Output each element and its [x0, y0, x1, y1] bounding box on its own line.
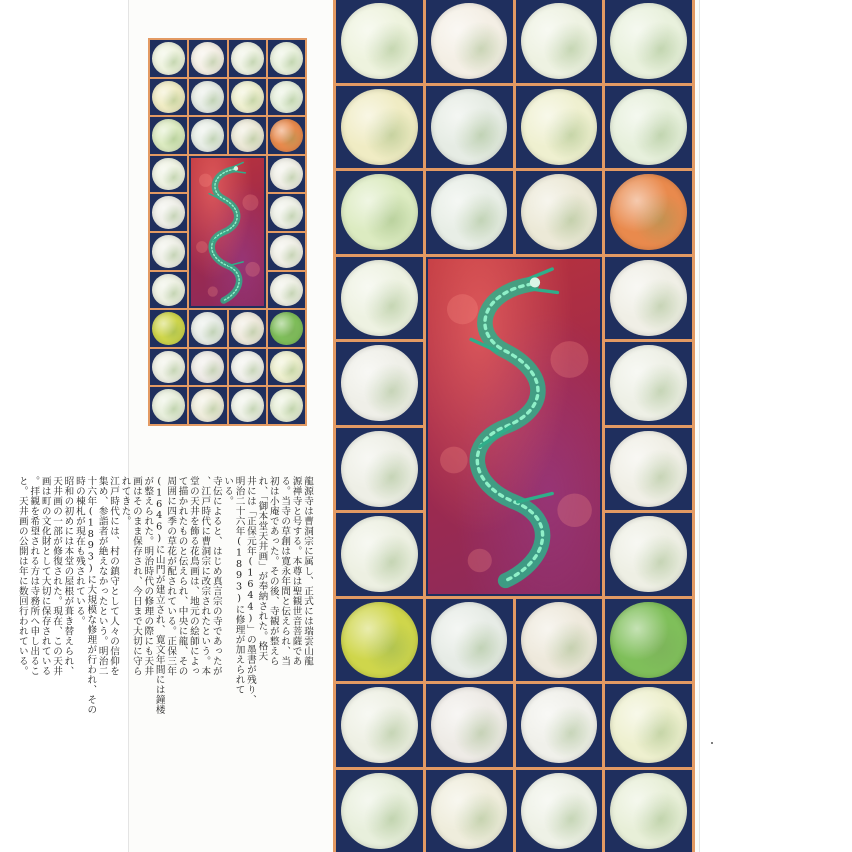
flower-roundel — [431, 687, 507, 763]
text-column: と。天井画の公開は年に数回行われている。 — [16, 476, 28, 676]
ceiling-panel-small — [150, 117, 187, 154]
flower-roundel — [431, 89, 507, 165]
ceiling-panel-large — [605, 684, 692, 767]
ceiling-panel-large — [516, 171, 603, 254]
flower-roundel — [152, 81, 185, 114]
ceiling-panel-small — [150, 194, 187, 231]
ceiling-panel-large — [605, 257, 692, 340]
ceiling-panel-large — [605, 513, 692, 596]
ceiling-panel-large — [336, 86, 423, 169]
flower-roundel — [521, 687, 597, 763]
text-column: 周囲に四季の草花が配されている。正保三年 — [165, 476, 177, 676]
flower-roundel — [152, 158, 185, 191]
text-column: 源禅寺と号する。本尊は聖観世音菩薩であ — [290, 476, 302, 666]
text-column: 。拝観を希望される方は寺務所へ申し出るこ — [28, 476, 40, 676]
dragon-painting-large — [426, 257, 603, 596]
ceiling-panel-large — [516, 684, 603, 767]
speck — [711, 742, 713, 744]
ceiling-panel-large — [426, 86, 513, 169]
flower-roundel — [610, 516, 686, 592]
flower-roundel — [431, 602, 507, 678]
ceiling-panel-small — [189, 310, 226, 347]
ceiling-panel-small — [150, 156, 187, 193]
ceiling-panel-small — [229, 349, 266, 386]
ceiling-panel-small — [268, 272, 305, 309]
ceiling-panel-large — [516, 770, 603, 852]
flower-roundel — [341, 3, 417, 79]
flower-roundel — [610, 345, 686, 421]
ceiling-panel-small — [150, 310, 187, 347]
ceiling-panel-large — [605, 342, 692, 425]
flower-roundel — [610, 260, 686, 336]
flower-roundel — [152, 351, 185, 384]
text-column: 堂の天井を飾る花鳥画は、地元の絵師によっ — [187, 476, 199, 676]
flower-roundel — [270, 196, 303, 229]
flower-roundel — [270, 42, 303, 75]
ceiling-panel-large — [336, 0, 423, 83]
ceiling-panel-large — [426, 0, 513, 83]
flower-roundel — [152, 235, 185, 268]
flower-roundel — [341, 260, 417, 336]
flower-roundel — [270, 274, 303, 307]
flower-roundel — [521, 3, 597, 79]
text-column: 十六年(1893)に大規模な修理が行われ、その — [85, 476, 97, 715]
text-column: 画はそのまま保存され、今日まで大切に守ら — [130, 476, 142, 676]
text-column: る。当寺の草創は寛永年間と伝えられ、当 — [279, 476, 291, 666]
ceiling-panel-small — [189, 387, 226, 424]
vertical-text-columns — [16, 476, 312, 852]
flower-roundel — [610, 431, 686, 507]
ceiling-panel-small — [268, 387, 305, 424]
ceiling-panel-large — [336, 684, 423, 767]
flower-roundel — [521, 89, 597, 165]
ceiling-panel-large — [336, 599, 423, 682]
ceiling-panel-small — [268, 233, 305, 270]
ceiling-panel-small — [268, 310, 305, 347]
ceiling-panel-large — [336, 171, 423, 254]
text-column: 画は町の文化財として大切に保存されている — [39, 476, 51, 676]
ceiling-panel-small — [150, 349, 187, 386]
ceiling-panel-small — [268, 40, 305, 77]
text-column: 、江戸時代に曹洞宗に改宗されたという。本 — [199, 476, 211, 676]
ceiling-painting-large — [333, 0, 695, 852]
ceiling-panel-small — [189, 40, 226, 77]
ceiling-panel-large — [605, 428, 692, 511]
text-column: 寺伝によると、はじめ真言宗の寺であったが — [210, 476, 222, 676]
flower-roundel — [152, 312, 185, 345]
flower-roundel — [191, 312, 224, 345]
flower-roundel — [191, 119, 224, 152]
text-column: 明治二十六年(1893)に修理が加えられて — [233, 476, 245, 695]
flower-roundel — [152, 389, 185, 422]
ceiling-panel-small — [268, 117, 305, 154]
flower-roundel — [191, 81, 224, 114]
flower-roundel — [152, 42, 185, 75]
flower-roundel — [270, 351, 303, 384]
flower-roundel — [270, 389, 303, 422]
ceiling-panel-large — [605, 770, 692, 852]
flower-roundel — [191, 42, 224, 75]
ceiling-panel-small — [150, 79, 187, 116]
ceiling-panel-large — [426, 171, 513, 254]
flower-roundel — [152, 274, 185, 307]
flower-roundel — [152, 119, 185, 152]
flower-roundel — [431, 3, 507, 79]
ceiling-panel-small — [150, 272, 187, 309]
ceiling-panel-small — [150, 387, 187, 424]
ceiling-panel-large — [426, 684, 513, 767]
text-column: 初は小庵であった。その後、寺観が整えら — [267, 476, 279, 666]
flower-roundel — [610, 602, 686, 678]
text-column: 江戸時代には、村の鎮守として人々の信仰を — [108, 476, 120, 676]
ceiling-panel-large — [336, 257, 423, 340]
dragon-icon — [191, 158, 264, 306]
flower-roundel — [191, 389, 224, 422]
ceiling-painting-thumbnail — [148, 38, 307, 426]
ceiling-panel-small — [150, 233, 187, 270]
ceiling-panel-large — [516, 86, 603, 169]
flower-roundel — [270, 235, 303, 268]
flower-roundel — [431, 773, 507, 849]
flower-roundel — [191, 351, 224, 384]
flower-roundel — [341, 89, 417, 165]
description-text — [16, 476, 313, 852]
ceiling-panel-small — [229, 79, 266, 116]
flower-roundel — [341, 345, 417, 421]
text-column: (1646)に山門が建立され、寛文年間には鐘楼 — [153, 476, 165, 715]
ceiling-panel-large — [516, 0, 603, 83]
ceiling-panel-large — [336, 342, 423, 425]
text-column: 龍源寺は曹洞宗に属し、正式には瑞雲山龍 — [302, 476, 313, 666]
dragon-icon — [428, 259, 601, 594]
text-column: が整えられた。明治時代の修理の際にも天井 — [142, 476, 154, 676]
flower-roundel — [521, 773, 597, 849]
flower-roundel — [341, 516, 417, 592]
text-column: 時の棟札が現在も残されている。 — [73, 476, 85, 626]
flower-roundel — [270, 81, 303, 114]
ceiling-panel-small — [229, 310, 266, 347]
flower-roundel — [270, 312, 303, 345]
ceiling-panel-large — [516, 599, 603, 682]
text-column: れ、「御本堂天井画」が奉納された。格天 — [256, 476, 268, 662]
ceiling-panel-large — [336, 513, 423, 596]
ceiling-panel-small — [189, 79, 226, 116]
text-column: 集め、参詣者が絶えなかったという。明治二 — [96, 476, 108, 676]
text-column: 井には「正保元年(1644)」の墨書が残り、 — [244, 476, 256, 705]
ceiling-panel-large — [426, 770, 513, 852]
dragon-painting-small — [189, 156, 266, 308]
ceiling-panel-large — [605, 171, 692, 254]
flower-roundel — [231, 351, 264, 384]
flower-roundel — [341, 773, 417, 849]
ceiling-panel-large — [605, 599, 692, 682]
flower-roundel — [341, 174, 417, 250]
ceiling-panel-small — [189, 117, 226, 154]
ceiling-panel-large — [336, 770, 423, 852]
flower-roundel — [270, 158, 303, 191]
flower-roundel — [231, 389, 264, 422]
ceiling-panel-small — [189, 349, 226, 386]
flower-roundel — [152, 196, 185, 229]
flower-roundel — [521, 602, 597, 678]
ceiling-panel-small — [229, 40, 266, 77]
flower-roundel — [610, 89, 686, 165]
flower-roundel — [231, 42, 264, 75]
flower-roundel — [231, 119, 264, 152]
text-column: 天井画の一部が修復された。現在、この天井 — [51, 476, 63, 676]
flower-roundel — [270, 119, 303, 152]
text-column: れてきた。 — [119, 476, 131, 526]
ceiling-panel-large — [336, 428, 423, 511]
flower-roundel — [610, 174, 686, 250]
text-column: いる。 — [222, 476, 234, 506]
flower-roundel — [341, 687, 417, 763]
ceiling-panel-large — [426, 599, 513, 682]
ceiling-panel-small — [268, 349, 305, 386]
flower-roundel — [341, 602, 417, 678]
flower-roundel — [610, 687, 686, 763]
flower-roundel — [610, 773, 686, 849]
ceiling-panel-large — [605, 86, 692, 169]
ceiling-panel-small — [229, 387, 266, 424]
ceiling-panel-small — [229, 117, 266, 154]
flower-roundel — [341, 431, 417, 507]
ceiling-panel-small — [268, 79, 305, 116]
flower-roundel — [231, 312, 264, 345]
flower-roundel — [521, 174, 597, 250]
ceiling-panel-small — [268, 156, 305, 193]
flower-roundel — [610, 3, 686, 79]
text-column: て描かれたものと伝えられ、中央に龍、その — [176, 476, 188, 676]
flower-roundel — [431, 174, 507, 250]
text-column: 昭和の初めには本堂の屋根が葺き替えられ、 — [62, 476, 74, 676]
ceiling-panel-small — [268, 194, 305, 231]
ceiling-panel-large — [605, 0, 692, 83]
ceiling-panel-small — [150, 40, 187, 77]
flower-roundel — [231, 81, 264, 114]
